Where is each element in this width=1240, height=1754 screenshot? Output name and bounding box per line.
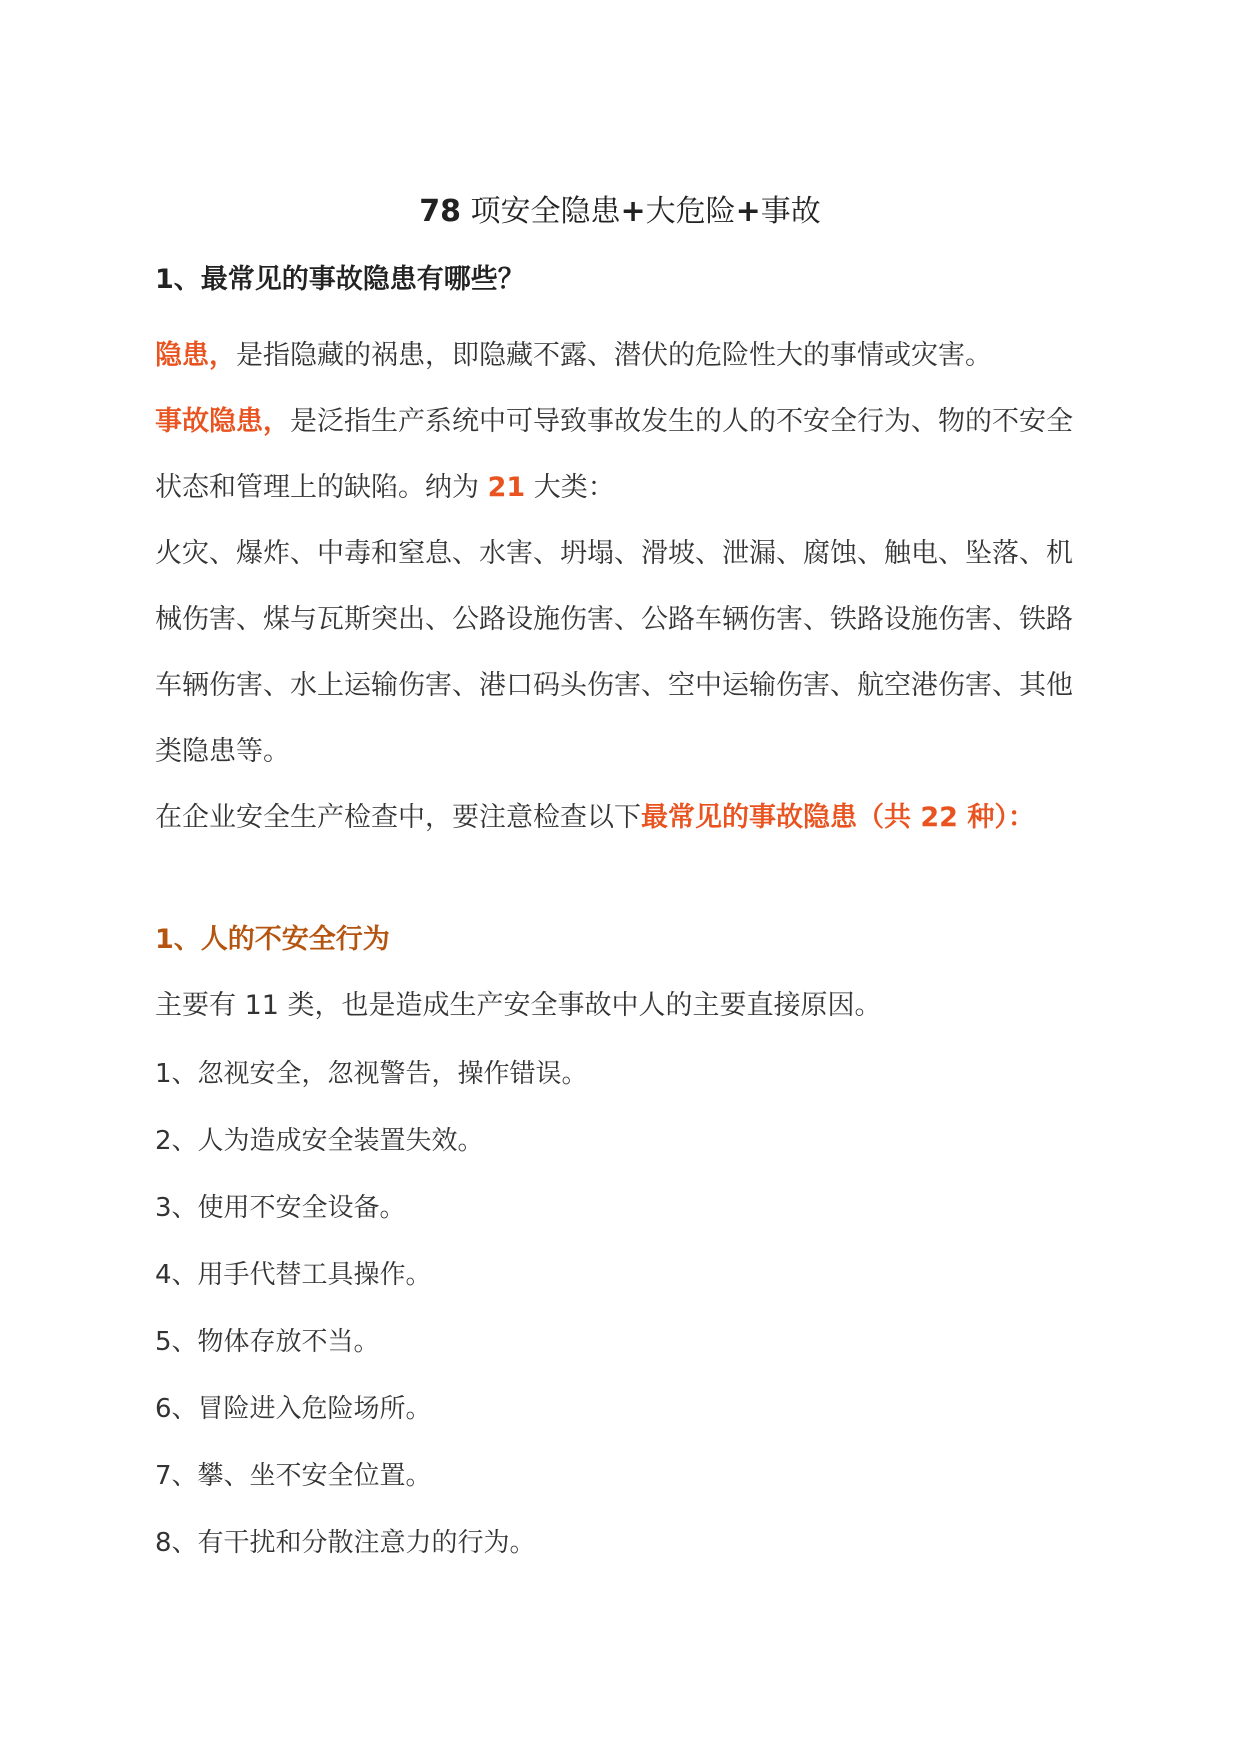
- hazard-definition-text: 是指隐藏的祸患，即隐藏不露、潜伏的危险性大的事情或灾害。: [236, 340, 992, 371]
- title-part-3: 事故: [760, 194, 821, 229]
- accident-hazard-term: 事故隐患，: [155, 406, 290, 437]
- title-part-2: 大危险: [645, 194, 736, 229]
- category-count: 21: [487, 472, 526, 503]
- title-part-1: 项安全隐患: [460, 194, 621, 229]
- list-item: 3、使用不安全设备。: [155, 1193, 406, 1223]
- hazard-definition: [155, 323, 1085, 389]
- accident-hazard-text-a: 是泛指生产系统中可导致事故发生的人的不安全行为、物的不安全状态和管理上的缺陷。纳为: [155, 406, 1073, 503]
- list-item: 8、有干扰和分散注意力的行为。: [155, 1528, 536, 1558]
- list-item: 5、物体存放不当。: [155, 1327, 380, 1357]
- inspection-note-text: 在企业安全生产检查中，要注意检查以下: [155, 802, 641, 833]
- title-plus-1: +: [620, 194, 646, 229]
- hazard-categories: 火灾、爆炸、中毒和窒息、水害、坍塌、滑坡、泄漏、腐蚀、触电、坠落、机械伤害、煤与瓦斯突出、公路设施伤害、公路车辆伤害、铁路设施伤害、铁路车辆伤害、水上运输伤害、港口码头伤害、空中运输伤害、航空港伤害、其他类隐患等。: [155, 538, 1073, 767]
- question-heading: 1、最常见的事故隐患有哪些？: [155, 264, 525, 295]
- title-number: 78: [419, 194, 461, 229]
- document-title: [0, 190, 1240, 234]
- list-item: 1、忽视安全，忽视警告，操作错误。: [155, 1059, 588, 1089]
- list-item: 7、攀、坐不安全位置。: [155, 1461, 432, 1491]
- section-intro: 主要有 11 类，也是造成生产安全事故中人的主要直接原因。: [155, 990, 882, 1021]
- list-item: 4、用手代替工具操作。: [155, 1260, 432, 1290]
- title-plus-2: +: [735, 194, 761, 229]
- inspection-note-highlight: 最常见的事故隐患（共 22 种）：: [641, 802, 1035, 833]
- list-item: 2、人为造成安全装置失效。: [155, 1126, 484, 1156]
- list-item: 6、冒险进入危险场所。: [155, 1394, 432, 1424]
- unsafe-behavior-list: [155, 1052, 588, 1588]
- inspection-note: [155, 785, 1085, 851]
- definition-body: [155, 323, 1085, 851]
- section-heading-unsafe-behavior: 1、人的不安全行为: [155, 924, 390, 955]
- hazard-term: 隐患，: [155, 340, 236, 371]
- accident-hazard-definition: [155, 389, 1085, 521]
- accident-hazard-text-b: 大类：: [525, 472, 615, 503]
